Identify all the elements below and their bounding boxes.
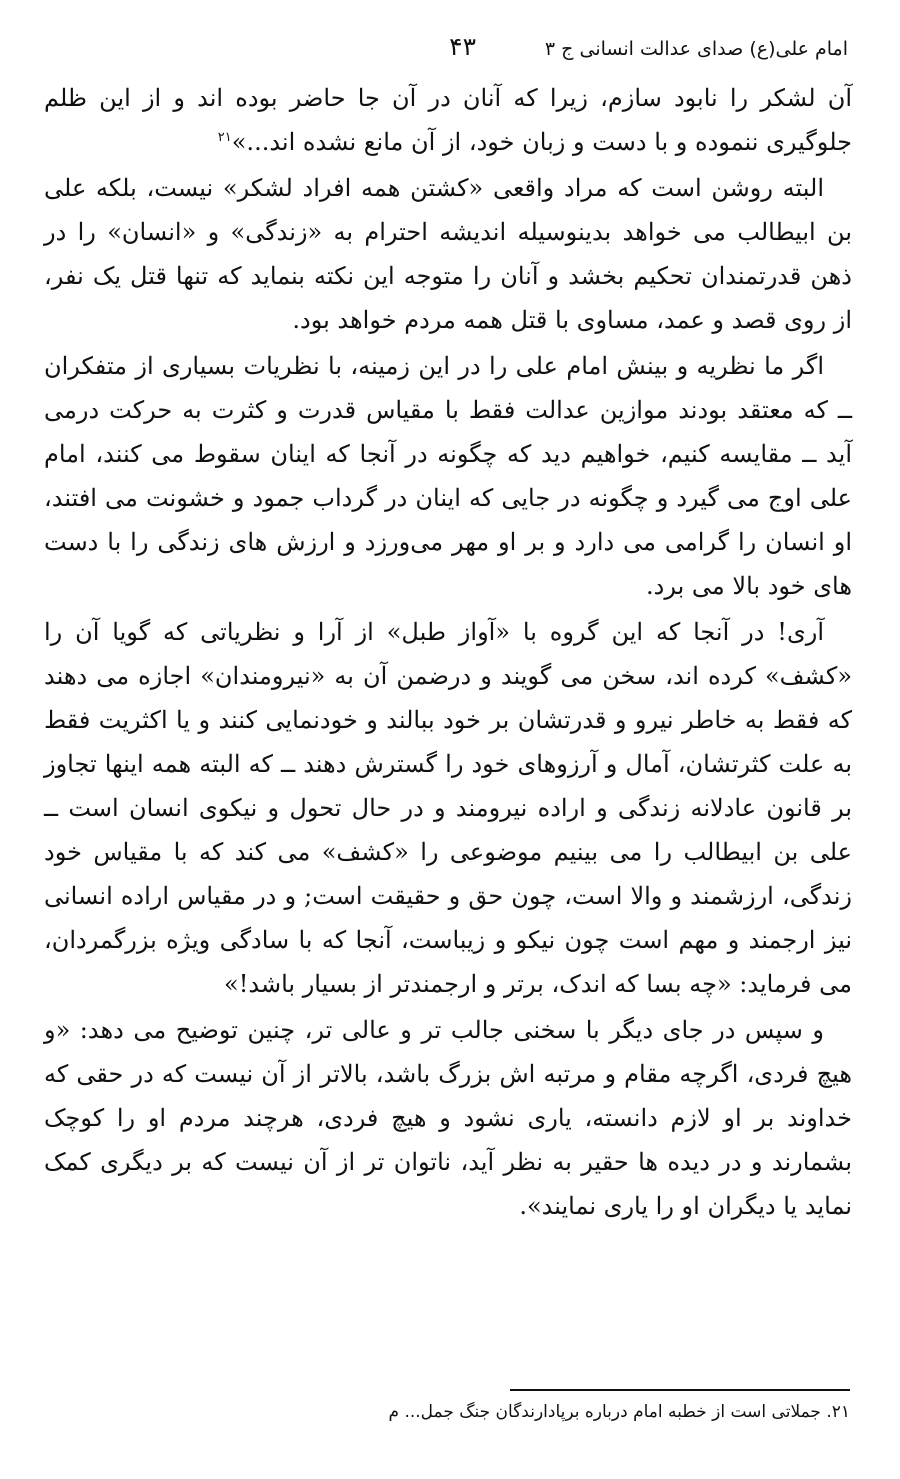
paragraph-text: البته روشن است که مراد واقعی «کشتن همه افراد لشکر» نیست، بلکه علی بن ابیطالب می خواهد بدینوسیله اندیشه احترام به «زندگی» و «انسان» را در ذهن قدرتمندان تحکیم بخشد و آنان را متوجه این نکته بنماید که تنها قتل یک نفر، از روی قصد و عمد، مساوی با قتل همه مردم خواهد بود. bbox=[44, 174, 852, 334]
paragraph bbox=[44, 166, 852, 342]
paragraph-text: آن لشکر را نابود سازم، زیرا که آنان در آن جا حاضر بوده اند و از این ظلم جلوگیری ننموده و با دست و زبان خود، از آن مانع نشده اند...» bbox=[44, 84, 852, 156]
paragraph-text: آری! در آنجا که این گروه با «آواز طبل» از آرا و نظریاتی که گویا آن را «کشف» کرده اند، سخن می گویند و درضمن آن به «نیرومندان» اجازه می دهند که فقط به خاطر نیرو و قدرتشان بر خود ببالند و خودنمایی کنند و یا اکثریت فقط به علت کثرتشان، آمال و آرزوهای خود را گسترش دهند ــ که البته همه اینها تجاوز بر قانون عادلانه زندگی و اراده نیرومند و در حال تحول و نیکوی انسان است ــ علی بن ابیطالب را می بینیم موضوعی را «کشف» می کند که با مقیاس خود زندگی، ارزشمند و والا است، چون حق و حقیقت است; و در مقیاس اراده انسانی نیز ارجمند و مهم است چون نیکو و زیباست، آنجا که با سادگی ویژه بزرگمردان، می فرماید: «چه بسا که اندک، برتر و ارجمندتر از بسیار باشد!» bbox=[44, 618, 852, 998]
footnote-divider bbox=[510, 1389, 850, 1391]
footnote: ۲۱. جملاتی است از خطبه امام درباره برپادارندگان جنگ جمل... م bbox=[388, 1402, 850, 1422]
page-number: ۴۳ bbox=[449, 32, 476, 61]
footnote-reference[interactable]: ۲۱ bbox=[217, 130, 232, 145]
paragraph bbox=[44, 76, 852, 164]
paragraph-text: و سپس در جای دیگر با سخنی جالب تر و عالی تر، چنین توضیح می دهد: «و هیچ فردی، اگرچه مقام و مرتبه اش بزرگ باشد، بالاتر از آن نیست که در حقی که خداوند بر او لازم دانسته، یاری نشود و هیچ فردی، هرچند مردم او را کوچک بشمارند و در دیده ها حقیر به نظر آید، ناتوان تر از آن نیست که بر دیگری کمک نماید یا دیگران او را یاری نمایند». bbox=[44, 1016, 852, 1220]
page-header bbox=[40, 32, 848, 68]
paragraph bbox=[44, 344, 852, 608]
body-text bbox=[44, 76, 852, 1230]
paragraph-text: اگر ما نظریه و بینش امام علی را در این زمینه، با نظریات بسیاری از متفکران ــ که معتقد بودند موازین عدالت فقط با مقیاس قدرت و کثرت به حرکت درمی آید ــ مقایسه کنیم، خواهیم دید که چگونه در آنجا که اینان سقوط می کنند، امام علی اوج می گیرد و چگونه در جایی که اینان در گرداب جمود و خشونت می افتند، او انسان را گرامی می دارد و بر او مهر می‌ورزد و ارزش های زندگی را با دست های خود بالا می برد. bbox=[44, 352, 853, 600]
paragraph bbox=[44, 610, 852, 1006]
book-title: امام علی(ع) صدای عدالت انسانی ج ۳ bbox=[544, 38, 848, 60]
paragraph bbox=[44, 1008, 852, 1228]
